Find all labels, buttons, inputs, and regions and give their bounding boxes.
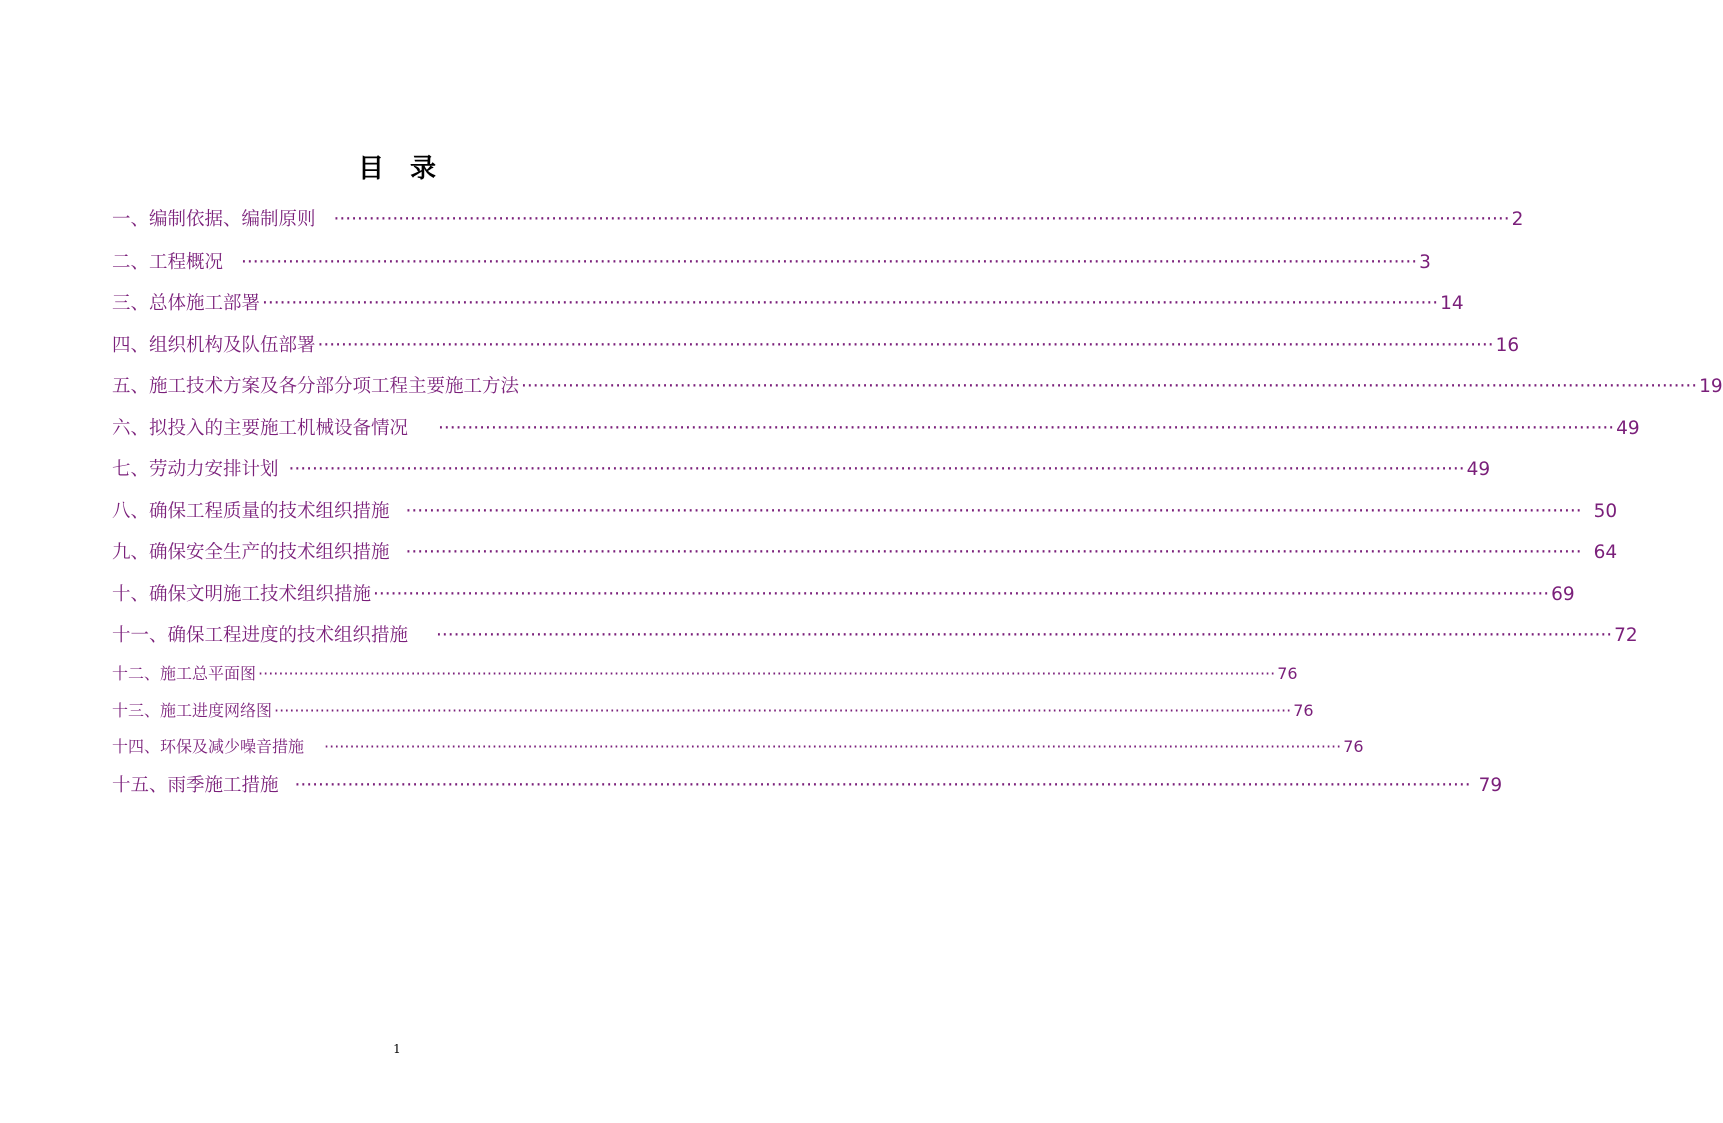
toc-entry-page: 69 [1551,584,1575,605]
toc-entry[interactable] [112,205,1524,233]
toc-entry-page: 72 [1614,625,1638,646]
toc-entry-text: 六、拟投入的主要施工机械设备情况 [112,418,409,439]
toc-leader-dots: ········································································································································································································ [373,584,1550,605]
toc-entry-text: 十五、雨季施工措施 [112,775,279,796]
toc-entry[interactable] [112,698,1314,722]
toc-entry-text: 二、工程概况 [112,252,224,273]
toc-leader-dots: ········································································································································································································ [241,252,1418,273]
toc-leader-dots: ········································································································································································································ [333,209,1510,230]
toc-leader-dots: ········································································································································································································ [436,625,1613,646]
toc-entry-page: 14 [1440,293,1464,314]
toc-entry-text: 七、劳动力安排计划 [112,459,279,480]
toc-entry-text: 十三、施工进度网络图 [112,701,273,720]
toc-leader-dots: ········································································································································································································ [405,501,1582,522]
toc-entry-text: 十一、确保工程进度的技术组织措施 [112,625,409,646]
toc-entry[interactable] [112,621,1638,649]
toc-entry-page: 2 [1511,209,1524,230]
toc-entry[interactable] [112,248,1431,276]
toc-entry-page: 49 [1616,418,1640,439]
toc-entry[interactable] [112,289,1464,317]
toc-title: 目 录 [357,154,436,184]
toc-entry[interactable] [112,497,1618,525]
toc-leader-dots: ········································································································································································································ [258,664,1276,683]
toc-leader-dots: ········································································································································································································ [324,737,1342,756]
page-number: 1 [393,1042,401,1056]
toc-entry-text: 八、确保工程质量的技术组织措施 [112,501,390,522]
toc-leader-dots: ········································································································································································································ [521,376,1698,397]
toc-entry-text: 四、组织机构及队伍部署 [112,335,316,356]
toc-entry[interactable] [112,734,1364,758]
toc-entry-page: 79 [1478,775,1503,796]
toc-entry-page: 16 [1495,335,1520,356]
toc-entry[interactable] [112,414,1640,442]
toc-entry-page: 3 [1419,252,1431,273]
toc-entry-page: 19 [1699,376,1723,397]
toc-leader-dots: ········································································································································································································ [438,418,1615,439]
toc-entry[interactable] [112,538,1618,566]
toc-entry-page: 50 [1593,501,1618,522]
toc-entry[interactable] [112,372,1723,400]
toc-entry[interactable] [112,661,1298,685]
toc-leader-dots: ········································································································································································································ [294,775,1471,796]
toc-entry[interactable] [112,331,1520,359]
toc-entry-text: 十、确保文明施工技术组织措施 [112,584,372,605]
toc-entry-text: 五、施工技术方案及各分部分项工程主要施工方法 [112,376,520,397]
toc-entry-page: 76 [1277,664,1298,683]
toc-entry-page: 64 [1593,542,1618,563]
toc-leader-dots: ········································································································································································································ [274,701,1292,720]
toc-entry-page: 76 [1343,737,1364,756]
toc-leader-dots: ········································································································································································································ [262,293,1439,314]
toc-entry-page: 76 [1293,701,1314,720]
toc-leader-dots: ········································································································································································································ [288,459,1465,480]
toc-leader-dots: ········································································································································································································ [317,335,1494,356]
toc-entry-page: 49 [1466,459,1491,480]
toc-entry-text: 十四、环保及减少噪音措施 [112,737,305,756]
toc-entry[interactable] [112,455,1491,483]
toc-entry[interactable] [112,580,1575,608]
toc-entry-text: 一、编制依据、编制原则 [112,209,316,230]
toc-leader-dots: ········································································································································································································ [405,542,1582,563]
toc-entry-text: 三、总体施工部署 [112,293,261,314]
toc-entry[interactable] [112,771,1503,799]
toc-entry-text: 九、确保安全生产的技术组织措施 [112,542,390,563]
toc-entry-text: 十二、施工总平面图 [112,664,257,683]
